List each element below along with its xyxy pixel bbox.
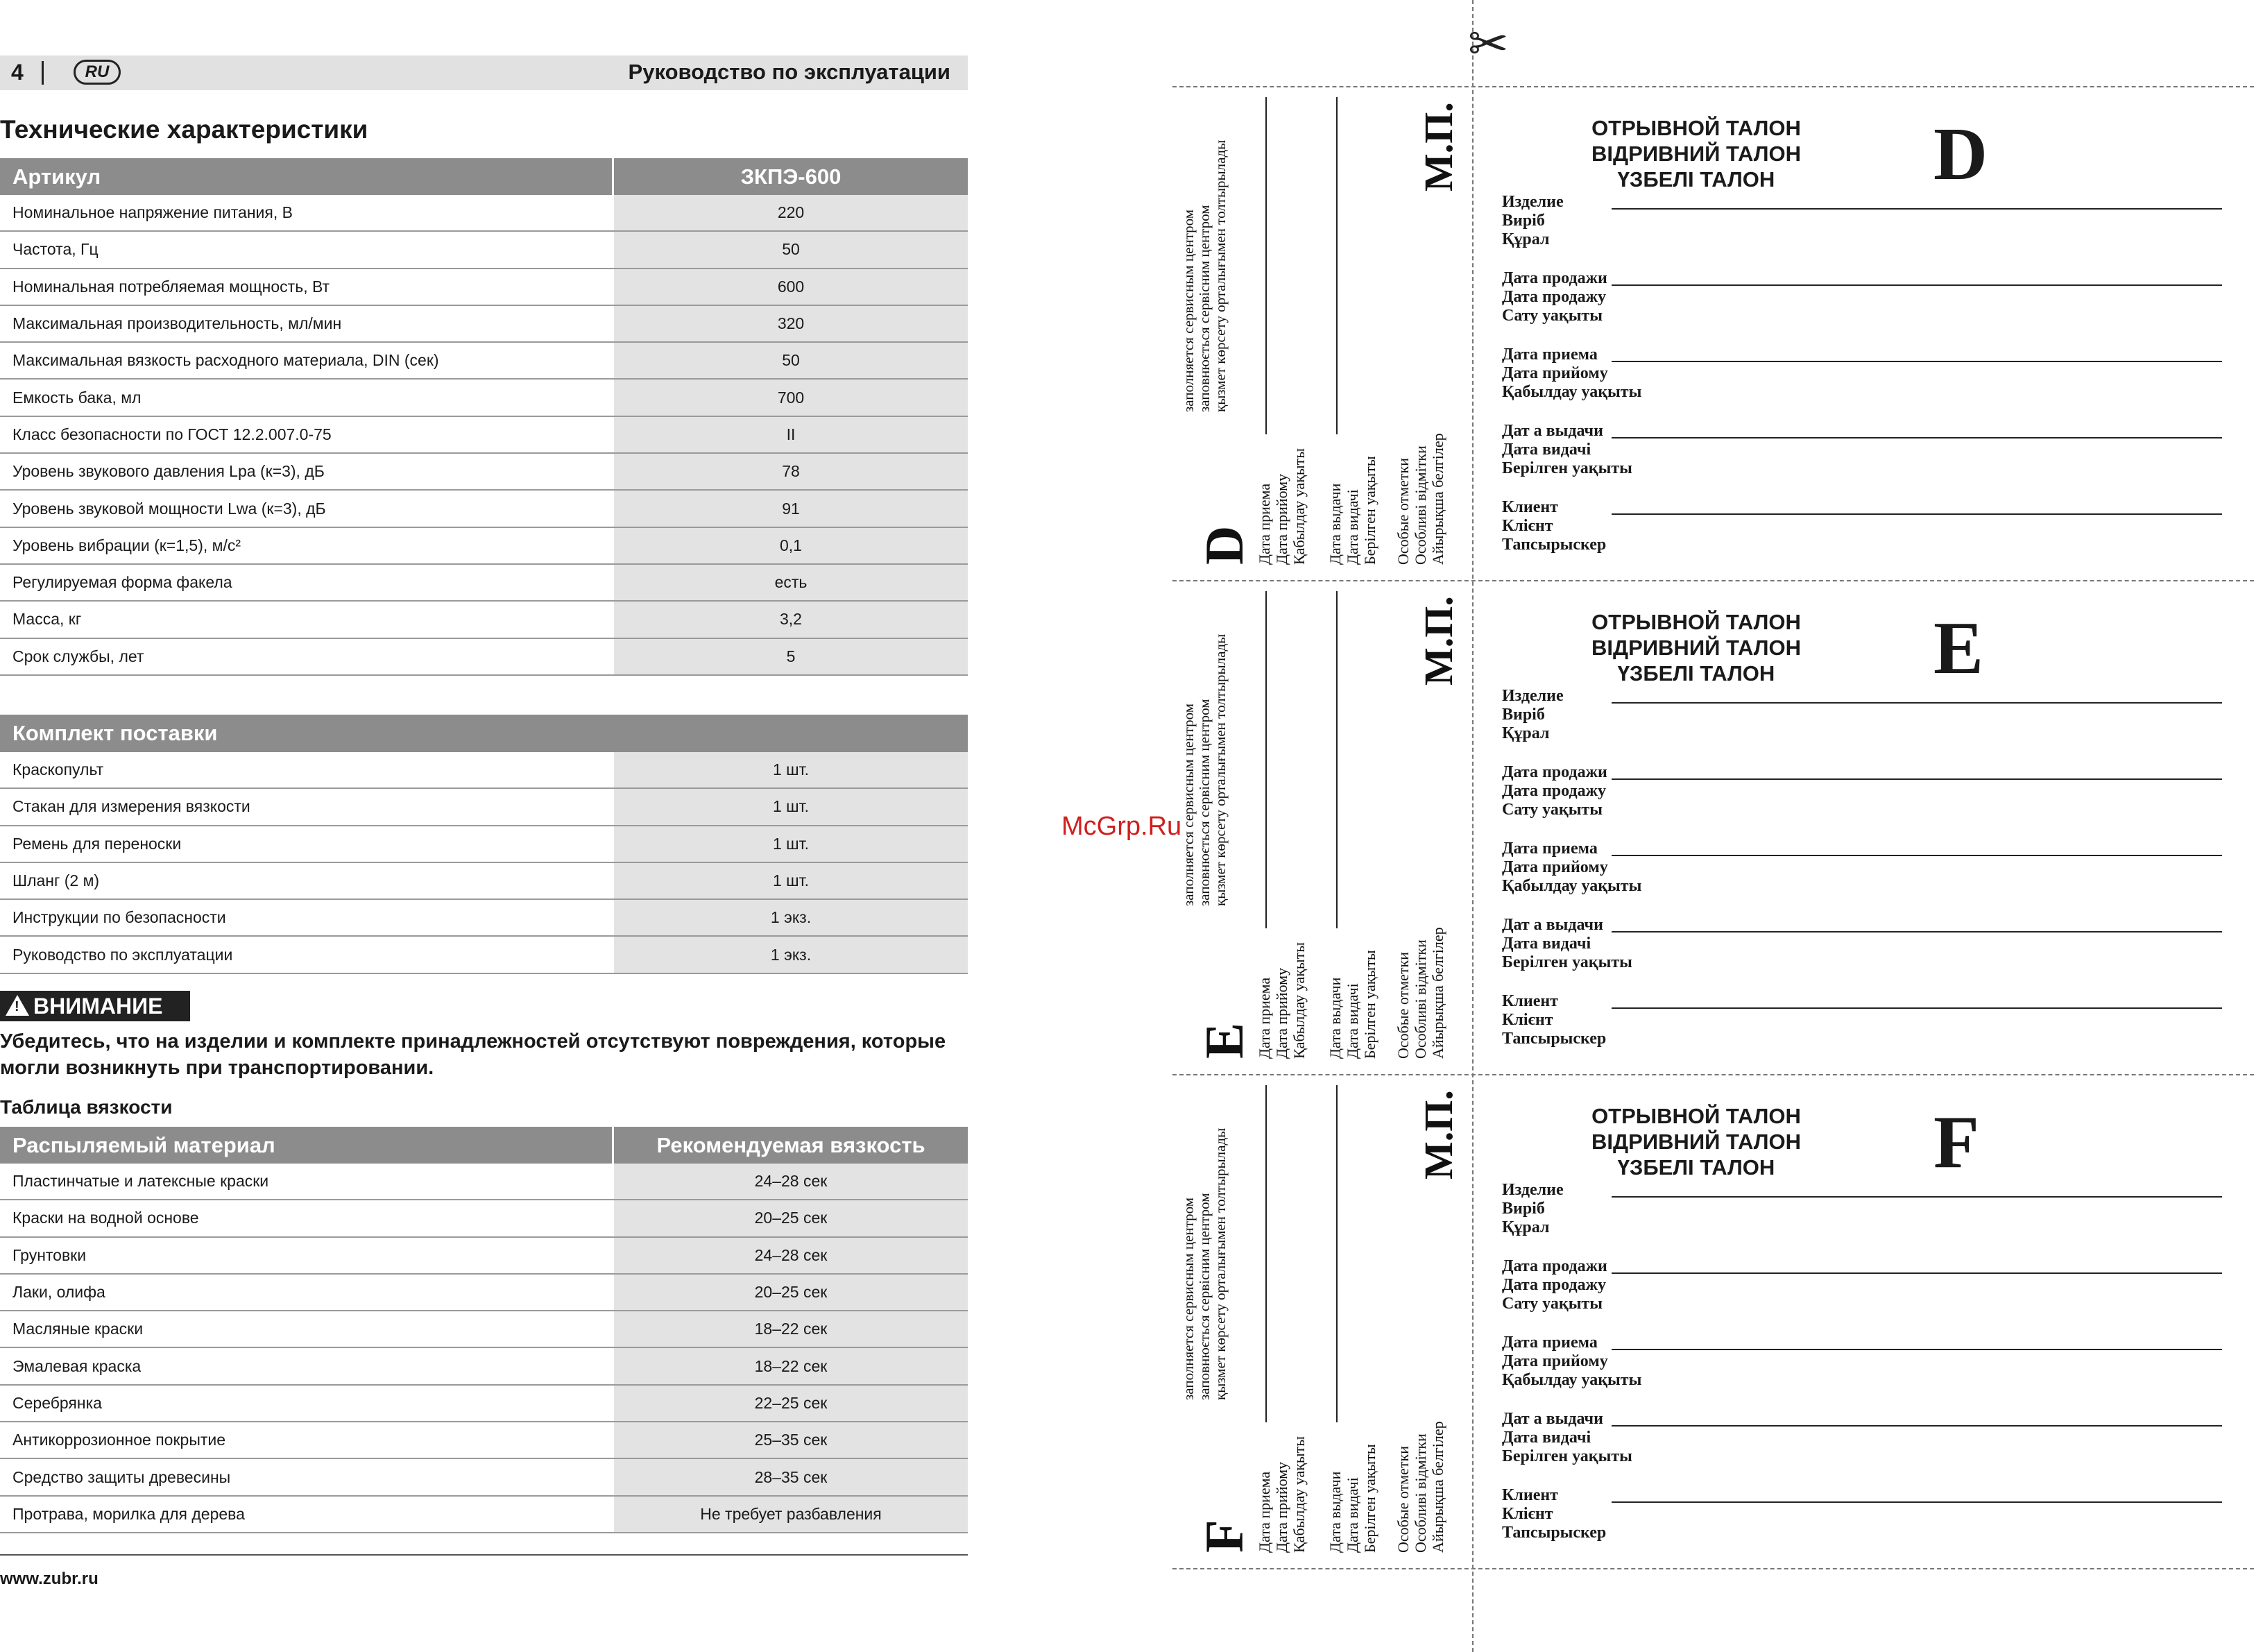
stamp-place: М.П.	[1416, 1090, 1461, 1180]
viscosity-value: 20–25 сек	[614, 1200, 968, 1236]
header-cell: ЗКПЭ-600	[740, 164, 842, 189]
spec-value: 0,1	[614, 528, 968, 563]
field-product: Изделие Виріб Құрал	[1502, 193, 1564, 248]
material: Краски на водной основе	[12, 1209, 199, 1227]
spec-label: Класс безопасности по ГОСТ 12.2.007.0-75	[12, 425, 332, 443]
kit-table	[0, 752, 968, 974]
spec-value: есть	[614, 565, 968, 600]
spec-label: Частота, Гц	[12, 240, 99, 259]
material: Лаки, олифа	[12, 1283, 105, 1302]
spec-value: 50	[614, 232, 968, 267]
stub-fill-line	[1265, 1085, 1267, 1422]
kit-qty: 1 шт.	[614, 752, 968, 787]
fill-line	[1612, 931, 2222, 933]
table-row	[0, 380, 968, 416]
table-row	[0, 306, 968, 343]
stub-field-notes: Особые отметки Особливі відмітки Айырықша белгілер	[1394, 433, 1446, 565]
fill-line	[1612, 1425, 2222, 1427]
kit-item: Шланг (2 м)	[12, 871, 100, 890]
material: Пластинчатые и латексные краски	[12, 1172, 269, 1191]
fill-line	[1612, 361, 2222, 362]
kit-item: Ремень для переноски	[12, 834, 182, 853]
field-client: Клиент Клієнт Тапсырыскер	[1502, 992, 1607, 1048]
coupon-stub	[1172, 1074, 1471, 1568]
viscosity-heading: Таблица вязкости	[0, 1096, 173, 1118]
spec-label: Масса, кг	[12, 610, 82, 629]
kit-item: Стакан для измерения вязкости	[12, 797, 250, 816]
material: Грунтовки	[12, 1245, 87, 1264]
language-badge: RU	[74, 60, 121, 85]
table-row	[0, 639, 968, 676]
viscosity-value: 18–22 сек	[614, 1311, 968, 1347]
spec-value: 700	[614, 380, 968, 415]
viscosity-table	[0, 1127, 968, 1533]
kit-item: Инструкции по безопасности	[12, 908, 226, 927]
stub-fill-line	[1265, 97, 1267, 434]
stub-field-notes: Особые отметки Особливі відмітки Айырықша белгілер	[1394, 927, 1446, 1059]
spec-value: 91	[614, 491, 968, 526]
material: Протрава, морилка для дерева	[12, 1504, 245, 1523]
viscosity-value: 25–35 сек	[614, 1422, 968, 1458]
table-row	[0, 1497, 968, 1533]
footer-site: www.zubr.ru	[0, 1569, 99, 1588]
warning-text: Убедитесь, что на изделии и комплекте принадлежностей отсутствуют повреждения, которые могли возникнуть при транспортировании.	[0, 1030, 946, 1079]
fill-line	[1612, 208, 2222, 210]
spec-value: 3,2	[614, 602, 968, 637]
header-cell: Артикул	[0, 158, 614, 195]
field-client: Клиент Клієнт Тапсырыскер	[1502, 1486, 1607, 1542]
table-row	[0, 789, 968, 826]
field-sale-date: Дата продажи Дата продажу Сату уақыты	[1502, 269, 1607, 325]
field-issue-date: Дат а выдачи Дата видачі Берілген уақыты	[1502, 422, 1632, 477]
viscosity-value: 28–35 сек	[614, 1459, 968, 1495]
table-row	[0, 269, 968, 306]
field-receipt-date: Дата приема Дата прийому Қабылдау уақыты	[1502, 840, 1642, 895]
material: Масляные краски	[12, 1320, 144, 1338]
field-issue-date: Дат а выдачи Дата видачі Берілген уақыты	[1502, 916, 1632, 971]
stamp-place: М.П.	[1416, 102, 1461, 191]
coupon-letter: F	[1933, 1101, 1979, 1184]
warning-badge	[0, 991, 190, 1021]
footer-rule	[0, 1554, 968, 1556]
table-row	[0, 1238, 968, 1275]
viscosity-value: 20–25 сек	[614, 1275, 968, 1310]
stub-letter: D	[1194, 525, 1254, 565]
table-row	[0, 1275, 968, 1311]
viscosity-value: 24–28 сек	[614, 1238, 968, 1273]
stub-field-receipt: Дата приема Дата прийому Қабылдау уақыты	[1256, 448, 1308, 565]
spec-value: 320	[614, 306, 968, 341]
tear-off-coupon-f	[1172, 1074, 2254, 1568]
coupon-stub	[1172, 580, 1471, 1074]
fill-line	[1612, 855, 2222, 856]
doc-title: Руководство по эксплуатации	[628, 60, 950, 84]
stub-fill-line	[1265, 591, 1267, 928]
viscosity-value: 24–28 сек	[614, 1164, 968, 1199]
table-row	[0, 752, 968, 789]
warning-badge-label: ВНИМАНИЕ	[33, 994, 163, 1019]
material: Эмалевая краска	[12, 1356, 142, 1375]
coupon-letter: D	[1933, 113, 1988, 196]
stub-field-receipt: Дата приема Дата прийому Қабылдау уақыты	[1256, 942, 1308, 1059]
stub-note: заполняется сервисным центром заповнюється сервісним центром қызмет көрсету орталығымен толтырылады	[1180, 1127, 1229, 1400]
tear-off-coupon-e	[1172, 580, 2254, 1074]
table-row	[0, 826, 968, 863]
stub-note: заполняется сервисным центром заповнюється сервісним центром қызмет көрсету орталығымен толтырылады	[1180, 633, 1229, 906]
field-client: Клиент Клієнт Тапсырыскер	[1502, 498, 1607, 554]
table-row	[0, 417, 968, 454]
coupon-main	[1502, 1074, 2254, 1568]
specs-table-header	[0, 158, 968, 195]
table-row	[0, 1459, 968, 1496]
kit-item: Краскопульт	[12, 760, 104, 779]
table-row	[0, 1386, 968, 1422]
header-cell: Распыляемый материал	[0, 1127, 614, 1164]
fill-line	[1612, 284, 2222, 286]
spec-label: Уровень вибрации (к=1,5), м/с²	[12, 536, 241, 554]
material: Средство защиты древесины	[12, 1467, 231, 1486]
coupon-letter: E	[1933, 607, 1984, 690]
stub-fill-line	[1336, 591, 1338, 928]
table-row	[0, 343, 968, 380]
coupon-title: ОТРЫВНОЙ ТАЛОН ВІДРИВНИЙ ТАЛОН ҮЗБЕЛІ ТАЛОН	[1591, 1104, 1801, 1180]
field-sale-date: Дата продажи Дата продажу Сату уақыты	[1502, 763, 1607, 819]
fill-line	[1612, 1272, 2222, 1274]
stamp-place: М.П.	[1416, 596, 1461, 686]
table-row	[0, 863, 968, 900]
stub-fill-line	[1336, 97, 1338, 434]
tear-off-coupon-d	[1172, 86, 2254, 580]
manual-page-left	[0, 0, 971, 1652]
field-receipt-date: Дата приема Дата прийому Қабылдау уақыты	[1502, 1334, 1642, 1389]
kit-qty: 1 экз.	[614, 900, 968, 935]
stub-field-issue: Дата выдачи Дата видачі Берілген уақыты	[1326, 1444, 1378, 1553]
kit-heading: Комплект поставки	[0, 715, 968, 752]
specs-table	[0, 158, 968, 676]
kit-qty: 1 экз.	[614, 937, 968, 972]
watermark: McGrp.Ru	[1061, 812, 1182, 841]
table-row	[0, 565, 968, 602]
table-row	[0, 900, 968, 937]
spec-label: Номинальное напряжение питания, В	[12, 203, 293, 222]
spec-value: 220	[614, 195, 968, 230]
fill-line	[1612, 702, 2222, 704]
field-product: Изделие Виріб Құрал	[1502, 1181, 1564, 1236]
coupon-stub	[1172, 86, 1471, 580]
spec-label: Срок службы, лет	[12, 647, 144, 665]
field-receipt-date: Дата приема Дата прийому Қабылдау уақыты	[1502, 346, 1642, 401]
spec-label: Емкость бака, мл	[12, 388, 142, 407]
stub-letter: E	[1194, 1022, 1254, 1059]
fill-line	[1612, 437, 2222, 438]
spec-label: Максимальная производительность, мл/мин	[12, 314, 342, 333]
table-row	[0, 491, 968, 527]
fill-line	[1612, 1007, 2222, 1009]
viscosity-table-header	[0, 1127, 968, 1164]
stub-field-receipt: Дата приема Дата прийому Қабылдау уақыты	[1256, 1436, 1308, 1553]
spec-value: 78	[614, 454, 968, 489]
stub-field-notes: Особые отметки Особливі відмітки Айырықша белгілер	[1394, 1421, 1446, 1553]
field-product: Изделие Виріб Құрал	[1502, 687, 1564, 742]
coupon-title: ОТРЫВНОЙ ТАЛОН ВІДРИВНИЙ ТАЛОН ҮЗБЕЛІ ТАЛОН	[1591, 116, 1801, 191]
material: Антикоррозионное покрытие	[12, 1431, 226, 1449]
header-divider	[42, 61, 44, 85]
warning-triangle-icon: !	[6, 995, 29, 1016]
viscosity-value: 22–25 сек	[614, 1386, 968, 1421]
fill-line	[1612, 513, 2222, 515]
horizontal-cut-line	[1172, 1568, 2254, 1569]
fill-line	[1612, 1501, 2222, 1503]
table-row	[0, 937, 968, 973]
spec-value: 50	[614, 343, 968, 378]
field-issue-date: Дат а выдачи Дата видачі Берілген уақыты	[1502, 1410, 1632, 1465]
table-row	[0, 602, 968, 638]
spec-label: Регулируемая форма факела	[12, 573, 232, 592]
stub-letter: F	[1194, 1519, 1254, 1553]
table-row	[0, 528, 968, 565]
fill-line	[1612, 1196, 2222, 1198]
coupon-title: ОТРЫВНОЙ ТАЛОН ВІДРИВНИЙ ТАЛОН ҮЗБЕЛІ ТАЛОН	[1591, 610, 1801, 686]
table-row	[0, 232, 968, 269]
table-row	[0, 454, 968, 491]
table-row	[0, 1422, 968, 1459]
table-row	[0, 195, 968, 232]
table-row	[0, 1348, 968, 1385]
header-cell: Рекомендуемая вязкость	[656, 1133, 925, 1157]
coupon-main	[1502, 580, 2254, 1074]
kit-qty: 1 шт.	[614, 826, 968, 862]
spec-label: Уровень звуковой мощности Lwa (к=3), дБ	[12, 499, 326, 518]
table-row	[0, 1200, 968, 1237]
spec-value: II	[614, 417, 968, 452]
spec-value: 5	[614, 639, 968, 674]
kit-qty: 1 шт.	[614, 863, 968, 899]
spec-label: Уровень звукового давления Lpa (к=3), дБ	[12, 462, 325, 481]
table-row	[0, 1164, 968, 1200]
stub-note: заполняется сервисным центром заповнюється сервісним центром қызмет көрсету орталығымен толтырылады	[1180, 139, 1229, 412]
table-row	[0, 1311, 968, 1348]
stub-field-issue: Дата выдачи Дата видачі Берілген уақыты	[1326, 456, 1378, 565]
spec-label: Максимальная вязкость расходного материала, DIN (сек)	[12, 351, 439, 370]
kit-qty: 1 шт.	[614, 789, 968, 824]
page-number: 4	[11, 60, 24, 85]
field-sale-date: Дата продажи Дата продажу Сату уақыты	[1502, 1257, 1607, 1313]
spec-label: Номинальная потребляемая мощность, Вт	[12, 277, 330, 296]
specs-heading: Технические характеристики	[0, 115, 368, 144]
viscosity-value: 18–22 сек	[614, 1348, 968, 1383]
scissors-icon: ✂	[1468, 17, 1509, 71]
material: Серебрянка	[12, 1393, 102, 1412]
coupon-main	[1502, 86, 2254, 580]
stub-fill-line	[1336, 1085, 1338, 1422]
fill-line	[1612, 1349, 2222, 1350]
fill-line	[1612, 778, 2222, 780]
viscosity-value: Не требует разбавления	[614, 1497, 968, 1532]
spec-value: 600	[614, 269, 968, 305]
stub-field-issue: Дата выдачи Дата видачі Берілген уақыты	[1326, 950, 1378, 1059]
kit-item: Руководство по эксплуатации	[12, 945, 233, 964]
